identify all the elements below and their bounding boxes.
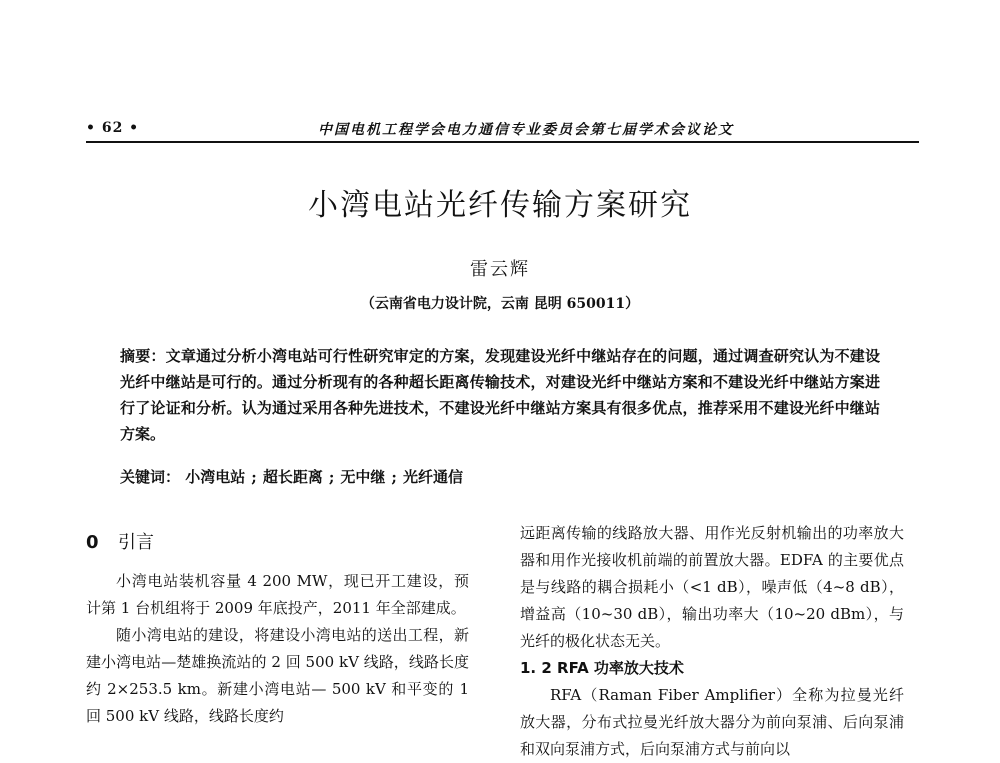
keyword-item: 光纤通信 — [402, 468, 463, 486]
keyword-item: 超长距离 — [262, 468, 323, 486]
abstract-text: 文章通过分析小湾电站可行性研究审定的方案，发现建设光纤中继站存在的问题，通过调查研究认为不建设光纤中继站是可行的。通过分析现有的各种超长距离传输技术，对建设光纤中继站方案和不建设光纤中继站方案进行了论证和分析。认为通过采用各种先进技术，不建设光纤中继站方案具有很多优点，推荐采用不建设光纤中继站方案。 — [120, 347, 880, 443]
keyword-separator: ; — [328, 468, 335, 486]
keyword-separator: ; — [251, 468, 257, 486]
body-paragraph: 小湾电站装机容量 4 200 MW，现已开工建设，预计第 1 台机组将于 2009 年底投产，2011 年全部建成。 — [86, 572, 469, 617]
keyword-item: 无中继 — [340, 468, 386, 486]
keyword-item: 小湾电站 — [185, 468, 246, 486]
author-affiliation: （云南省电力设计院，云南 昆明 650011） — [360, 296, 640, 312]
body-paragraph: 远距离传输的线路放大器、用作光反射机输出的功率放大器和用作光接收机前端的前置放大器。EDFA 的主要优点是与线路的耦合损耗小（<1 dB），噪声低（4~8 dB），增益高（10~30 dB），输出功率大（10~20 dBm），与光纤的极化状态无关。 — [520, 524, 904, 650]
abstract — [120, 343, 880, 447]
header-rule — [86, 141, 919, 143]
right-column — [520, 520, 904, 763]
keyword-separator: ; — [391, 468, 397, 486]
running-header-journal: 中国电机工程学会电力通信专业委员会第七届学术会议论文 — [318, 122, 734, 138]
abstract-label: 摘要： — [120, 347, 166, 365]
section-heading-introduction — [86, 528, 469, 558]
body-paragraph: RFA（Raman Fiber Amplifier）全称为拉曼光纤放大器，分布式拉曼光纤放大器分为前向泵浦、后向泵浦和双向泵浦方式，后向泵浦方式与前向以 — [520, 686, 904, 758]
left-column — [86, 520, 469, 730]
paper-title: 小湾电站光纤传输方案研究 — [308, 188, 692, 223]
page-number: • 62 • — [86, 120, 140, 136]
keywords-label: 关键词： — [120, 468, 181, 486]
section-number: 0 — [86, 532, 99, 553]
subsection-heading-rfa: 1. 2 RFA 功率放大技术 — [520, 659, 684, 677]
author-name: 雷云辉 — [470, 259, 530, 280]
body-paragraph: 随小湾电站的建设，将建设小湾电站的送出工程，新建小湾电站—楚雄换流站的 2 回 500 kV 线路，线路长度约 2×253.5 km。新建小湾电站— 500 kV 和平变的 1 回 500 kV 线路，线路长度约 — [86, 626, 469, 725]
section-title: 引言 — [118, 532, 154, 553]
keywords — [120, 466, 880, 487]
